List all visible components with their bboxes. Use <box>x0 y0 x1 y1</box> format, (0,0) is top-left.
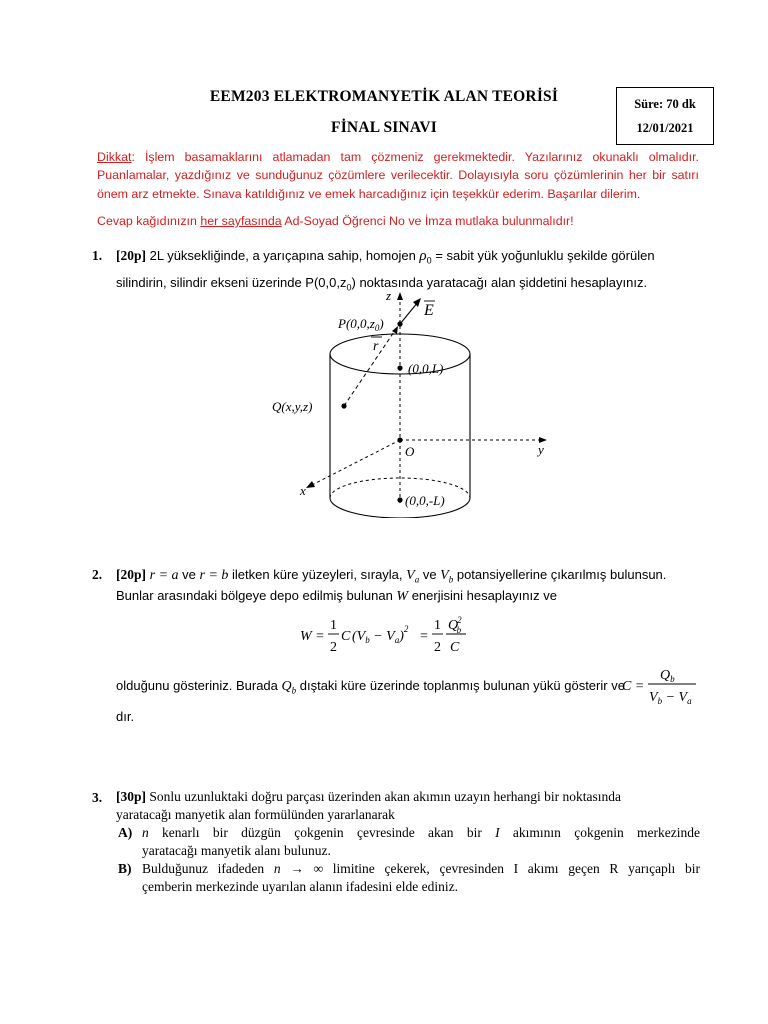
q2-text: iletken küre yüzeyleri, sırayla, <box>228 567 407 582</box>
notice-cevap-underlined: her sayfasında <box>200 214 282 228</box>
point-minus-L <box>397 497 402 502</box>
Va-subscript: a <box>414 574 420 585</box>
n-symbol: n <box>142 825 149 840</box>
exam-title: FİNAL SINAVI <box>331 119 437 136</box>
eq-Qb-squared: Q2 b <box>448 615 462 635</box>
q1-text: ) noktasında yaratacağı alan şiddetini hesaplayınız. <box>351 274 648 290</box>
part-B-line2: çemberin merkezinde uyarılan alanın ifadesini elde ediniz. <box>142 879 458 894</box>
rho-subscript: 0 <box>426 255 432 266</box>
eq-equals: = <box>316 629 324 644</box>
Va-symbol: V <box>406 568 415 583</box>
cylinder-figure <box>260 288 560 518</box>
capacitance-fraction <box>620 663 700 709</box>
W-symbol: W <box>396 589 409 604</box>
r-vector-arrow <box>392 326 398 334</box>
question-1 <box>92 247 102 265</box>
point-L <box>397 365 402 370</box>
part-A-label: A) <box>118 825 133 840</box>
question-number: 3. <box>92 790 103 805</box>
part-A-text-2: akımının çokgenin merkezinde <box>499 825 700 840</box>
r-vector <box>344 326 398 406</box>
q2-text: ve <box>419 567 441 582</box>
rho-symbol: ρ <box>419 248 427 264</box>
label-E: E <box>424 302 434 319</box>
I-symbol: I <box>495 825 500 840</box>
q2-text: potansiyellerine çıkarılmış bulunsun. <box>453 567 667 582</box>
x-axis-arrow <box>306 481 315 488</box>
eq-one: 1 <box>330 618 337 633</box>
label-x: x <box>300 483 306 498</box>
point-P <box>397 321 402 326</box>
q2-text: ve <box>178 567 200 582</box>
duration-text: Süre: 70 dk <box>634 97 696 111</box>
q2-text: enerjisini hesaplayınız ve <box>408 588 557 603</box>
notice-paragraph <box>97 148 699 203</box>
x-axis <box>310 440 400 486</box>
notice-cevap-text: Cevap kağıdınızın <box>97 214 201 228</box>
course-title: EEM203 ELEKTROMANYETİK ALAN TEORİSİ <box>209 88 559 105</box>
part-B-text <box>142 860 700 878</box>
eq-paren-expr: $(V_b - V_a)^2$ <box>352 624 409 645</box>
question-number: 2. <box>92 567 103 582</box>
part-B-label: B) <box>118 861 132 876</box>
q2-text: Bunlar arasındaki bölgeye depo edilmiş bulunan <box>116 588 397 603</box>
label-O: O <box>405 444 415 459</box>
point-O <box>397 437 402 442</box>
frac-num: $Q_b$ <box>660 668 675 684</box>
question-2-line4: dır. <box>116 709 135 724</box>
Qb-symbol: Q <box>281 679 292 694</box>
label-P: $P(0,0,z_0)$ <box>338 316 384 333</box>
frac-den: $V_b - V_a$ <box>649 690 692 706</box>
q1-text: = sabit yük yoğunluklu şekilde görülen <box>431 248 655 263</box>
notice-cevap-text-end: Ad-Soyad Öğrenci No ve İmza mutlaka bulunmalıdır! <box>281 214 574 228</box>
question-points: [20p] <box>116 248 146 263</box>
question-2-line2 <box>116 585 716 608</box>
q3-text: Sonlu uzunluktaki doğru parçası üzerinden akan akımın uzayın herhangi bir noktasında <box>146 789 621 804</box>
part-A-text-1: kenarlı bir düzgün çokgenin çevresinde akan bir <box>148 825 496 840</box>
label-minus-L: (0,0,-L) <box>405 493 445 508</box>
eq-two: 2 <box>330 640 337 655</box>
point-Q <box>341 403 346 408</box>
energy-equation <box>296 613 476 659</box>
label-z: z <box>386 288 392 303</box>
Vb-subscript: b <box>448 574 454 585</box>
duration-box <box>616 87 714 145</box>
eq-equals-2: = <box>420 629 428 644</box>
q2-text: olduğunu gösteriniz. Burada <box>116 678 282 693</box>
notice-dikkat-text: : İşlem basamaklarını atlamadan tam çözmeniz gerekmektedir. Yazılarınız okunaklı olmalıdır. Puanlamalar, yazdığınız ve sunduğunuz çözümlere verilecektir. Dolayısıyla soru çözümlerinin her bir satırı önem arz etmekte. Sınava katıldığınız ve emek harcadığınız için teşekkür ederim. Başarılar dilerim. <box>97 150 699 201</box>
r-equals-b: r = b <box>199 568 229 583</box>
label-r: r <box>373 339 379 354</box>
label-y: y <box>538 442 544 457</box>
eq-W: W <box>300 629 312 644</box>
part-B-text-1: Bulduğunuz ifadeden <box>142 861 274 876</box>
Vb-symbol: V <box>440 568 449 583</box>
question-2 <box>92 566 102 584</box>
q1-subscript: 0 <box>346 282 352 293</box>
question-points: [20p] <box>116 567 146 582</box>
notice-dikkat-label: Dikkat <box>97 150 132 164</box>
eq-one-2: 1 <box>434 618 441 633</box>
label-Q: Q(x,y,z) <box>272 399 313 414</box>
question-number: 1. <box>92 248 103 263</box>
eq-C: C <box>341 629 351 644</box>
eq-two-2: 2 <box>434 640 441 655</box>
question-points: [30p] <box>116 789 146 804</box>
question-2-line3 <box>116 675 636 702</box>
question-3-text <box>116 788 700 806</box>
q1-text: 2L yüksekliğinde, a yarıçapına sahip, homojen <box>146 248 420 263</box>
e-vector <box>400 302 418 324</box>
part-A-text <box>142 824 700 842</box>
Qb-subscript: b <box>291 685 297 696</box>
q2-text: dıştaki küre üzerinde toplanmış bulunan yükü gösterir ve <box>296 678 625 693</box>
notice-answer-sheet <box>97 212 699 230</box>
label-L: (0,0,L) <box>408 361 444 376</box>
eq-C-denominator: C <box>450 640 460 655</box>
part-B-text-2: limitine çekerek, çevresinden I akımı geçen R yarıçaplı bir <box>323 861 700 876</box>
exam-date: 12/01/2021 <box>636 121 694 135</box>
z-axis-arrow <box>397 292 403 300</box>
C-equals: C = <box>622 679 645 694</box>
question-3 <box>92 789 102 807</box>
n-to-infinity: n → ∞ <box>273 861 324 876</box>
r-equals-a: r = a <box>149 568 179 583</box>
part-A-line2: yaratacağı manyetik alanı bulunuz. <box>142 843 331 858</box>
e-vector-arrow <box>413 298 421 307</box>
question-3-line2: yaratacağı manyetik alan formülünden yararlanarak <box>116 807 395 822</box>
q1-text: silindirin, silindir ekseni üzerinde P(0,0,z <box>116 274 347 290</box>
